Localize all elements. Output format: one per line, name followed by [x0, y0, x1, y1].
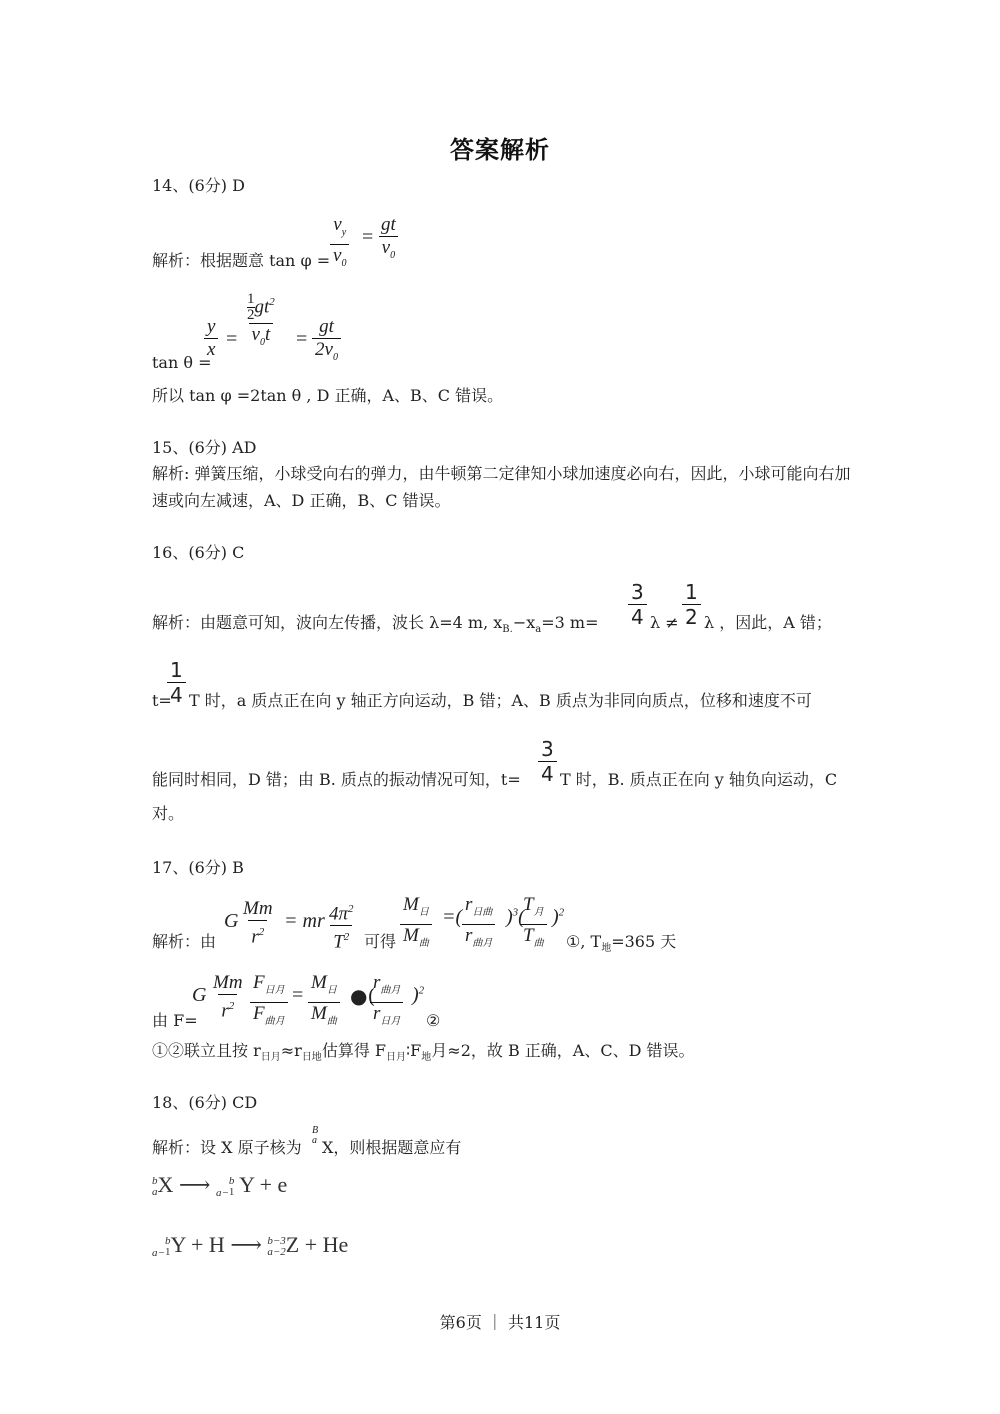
q17-line3-d: ∶F [406, 1041, 422, 1060]
q17-line3-e: 月≈2，故 B 正确，A、C、D 错误。 [431, 1041, 695, 1060]
q18-line1: 解析：设 X 原子核为 [152, 1138, 302, 1157]
q16-line3-suffix: T 时，B. 质点正在向 y 轴负向运动，C [560, 770, 838, 789]
frac-num: 3 [631, 580, 644, 604]
eq2-rhs: Z + He [285, 1232, 349, 1257]
q17-sub-4: 地 [421, 1052, 432, 1064]
q18-line1-suffix: X，则根据题意应有 [322, 1138, 462, 1157]
q14-conclusion: 所以 tan φ =2tan θ , D 正确，A、B、C 错误。 [152, 386, 504, 405]
q14-line2-prefix: tan θ = [152, 353, 212, 372]
q14-frac-vy-v0: $\frac{v_y}{v_0}$ [330, 214, 349, 275]
q17-eq-square: )$^2$ [412, 984, 425, 1006]
q17-frac-r-ratio-b: $r_{曲月}$ $r_{日月}$ [370, 972, 403, 1033]
q16-frac-1-2 [682, 580, 701, 629]
q17-eq-square: )$^2$ [552, 906, 565, 928]
eq1-rhs: Y + e [239, 1172, 288, 1197]
q16-line1-e: λ ，因此，A 错； [704, 613, 832, 632]
frac-den: 4 [628, 604, 647, 629]
frac-den: 2 [682, 604, 701, 629]
q17-suffix-a: ①, T [566, 932, 602, 951]
q17-line2-suffix: ② [426, 1011, 441, 1030]
equals-sign: = [292, 984, 304, 1006]
q17-eq-mr: = mr [284, 910, 325, 932]
equals-sign: = [362, 226, 374, 248]
q17-line2-prefix: 由 F= [152, 1011, 198, 1030]
q17-suffix-sub: 地 [601, 943, 612, 955]
q16-frac-3-4 [628, 580, 647, 629]
page-title: 答案解析 [450, 136, 550, 164]
arrow-icon: ⟶ [230, 1232, 262, 1257]
frac-den: 4 [167, 682, 186, 707]
equals-sign: = [226, 328, 238, 350]
q17-frac-F-ratio: $F_{日月}$ $F_{曲月}$ [250, 972, 288, 1033]
q17-line3-a: ①②联立且按 r [152, 1041, 261, 1060]
decay-equation-2: a− b 1 Y + H ⟶ b−3 a−2 Z + He [152, 1232, 349, 1259]
q15-header: 15、(6分) AD [152, 438, 257, 457]
q17-frac-r-ratio: $r_{日曲}$ $r_{曲月}$ [462, 894, 495, 955]
q17-dot-operator: ●( [350, 984, 376, 1008]
q14-frac-gt-v0: $\frac{gt}{v_0}$ [378, 214, 399, 267]
q16-sub-a: a [535, 624, 542, 636]
q16-line1-a: 解析：由题意可知，波向左传播，波长 λ=4 m, x [152, 613, 503, 632]
q17-sub-1: 日月 [260, 1052, 281, 1064]
q18-nuclide-superscript: B a [312, 1125, 319, 1146]
arrow-icon: ⟶ [178, 1172, 211, 1197]
q16-frac-3-4b [538, 737, 557, 786]
q17-line1-suffix [566, 931, 676, 960]
q16-sub-b: B. [502, 624, 513, 636]
q17-frac-M-ratio-b: $M_日$ $M_曲$ [308, 972, 340, 1033]
q17-header: 17、(6分) B [152, 858, 244, 877]
frac-den: 4 [538, 761, 557, 786]
q16-line4: 对。 [152, 804, 185, 823]
q17-suffix-b: =365 天 [611, 932, 677, 951]
q16-line2-text: T 时，a 质点正在向 y 轴正方向运动，B 错；A、B 质点为非同向质点，位移和速度不可 [189, 691, 812, 710]
eq1-lhs: X [157, 1172, 174, 1197]
q17-line1-prefix: 解析：由 [152, 932, 217, 951]
q17-frac-4pi2-T2: $\frac{4\pi^2}{T^2}$ [329, 903, 354, 953]
q17-sub-3: 日月 [386, 1052, 407, 1064]
q16-line2-prefix: t= [152, 691, 172, 710]
q17-frac-Mm-r2b: $\frac{Mm}{r^2}$ [213, 972, 243, 1022]
gravity-symbol-G: G [224, 910, 239, 932]
q16-line1-d: λ ≠ [650, 613, 679, 632]
q17-eq-cube: )$^3$( [506, 906, 525, 928]
q16-line1 [152, 612, 598, 641]
q17-frac-Mm-r2: $\frac{Mm}{r^2}$ [243, 898, 273, 948]
q16-line3-text: 能同时相同，D 错；由 B. 质点的振动情况可知，t= [152, 770, 521, 789]
q14-line1-prefix: 解析：根据题意 tan φ = [152, 251, 331, 270]
eq2-lhs: Y + H [170, 1232, 225, 1257]
q17-sub-2: 日地 [301, 1052, 322, 1064]
q18-header: 18、(6分) CD [152, 1093, 258, 1112]
q16-line1-b: −x [512, 613, 536, 632]
q14-frac-y-x: $\frac{y}{x}$ [204, 316, 218, 361]
q16-header: 16、(6分) C [152, 543, 245, 562]
page-footer: 第6页 ｜ 共11页 [439, 1313, 561, 1332]
q17-eq-open: =( [442, 906, 463, 928]
q17-line3 [152, 1040, 695, 1069]
gravity-symbol-G: G [192, 984, 207, 1006]
q17-line1-mid: 可得 [364, 932, 397, 951]
q17-frac-T-ratio: $T_月$ $T_曲$ [520, 894, 547, 955]
decay-equation-1: b a X ⟶ a− b 1 Y + e [152, 1172, 288, 1199]
q15-analysis: 解析: 弹簧压缩，小球受向右的弹力，由牛顿第二定律知小球加速度必向右，因此，小球可能向右加速或向左减速，A、D 正确，B、C 错误。 [152, 464, 851, 510]
frac-num: 3 [541, 737, 554, 761]
q16-line1-c: =3 m= [541, 613, 599, 632]
q14-frac-half-gt2: $\frac{1}{2}$ $gt^2$ $v_0t$ [244, 290, 278, 354]
q17-frac-M-ratio: $M_日$ $M_曲$ [400, 894, 432, 955]
q14-header: 14、(6分) D [152, 176, 245, 195]
q16-frac-1-4 [167, 658, 186, 707]
frac-num: 1 [685, 580, 698, 604]
q14-frac-gt-2v0: $\frac{gt}{2v_0}$ [312, 316, 341, 369]
q17-line3-c: 估算得 F [321, 1041, 387, 1060]
frac-num: 1 [170, 658, 183, 682]
equals-sign: = [296, 328, 308, 350]
q17-line3-b: ≈r [280, 1041, 302, 1060]
